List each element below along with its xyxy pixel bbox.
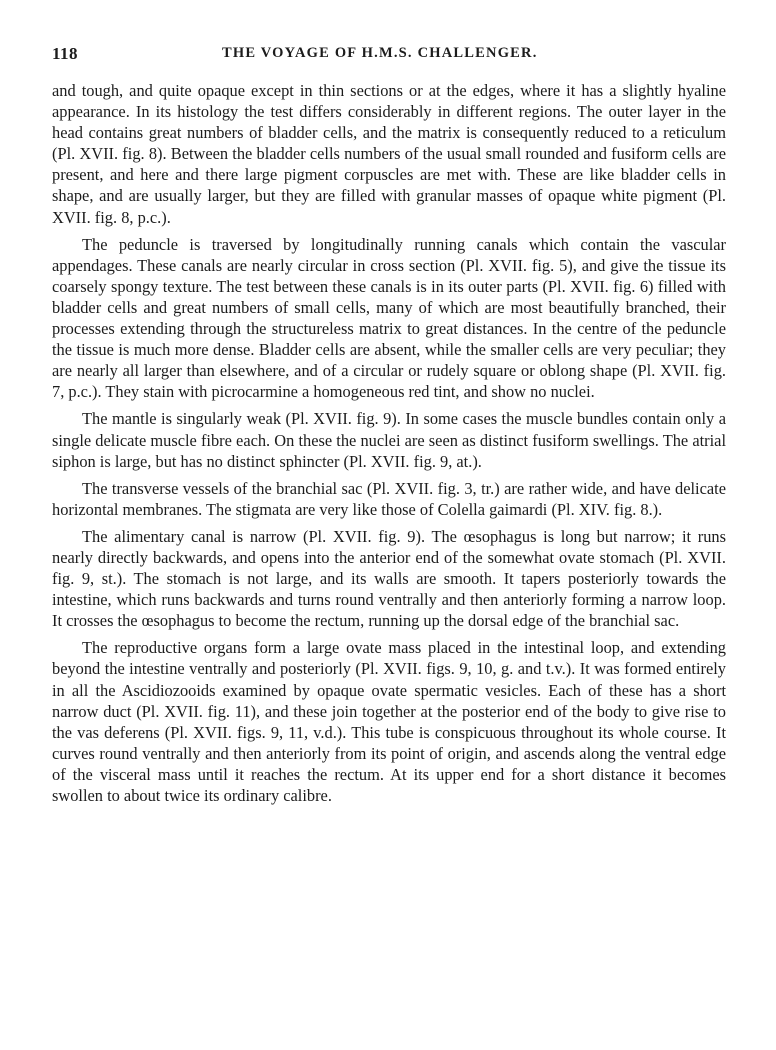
- paragraph-test-histology: and tough, and quite opaque except in thin sections or at the edges, where it has a slightly hyaline appearance. In its histology the test differs considerably in different regions. The outer layer in the head contains great numbers of bladder cells, and the matrix is consequently reduced to a reticulum (Pl. XVII. fig. 8). Between the bladder cells numbers of the usual small rounded and fusiform cells are present, and here and there large pigment corpuscles are met with. These are like bladder cells in shape, and are usually larger, but they are filled with granular masses of opaque white pigment (Pl. XVII. fig. 8, p.c.).: [52, 81, 726, 227]
- paragraph-branchial-sac: The transverse vessels of the branchial sac (Pl. XVII. fig. 3, tr.) are rather wide, and have delicate horizontal membranes. The stigmata are very like those of Colella gaimardi (Pl. XIV. fig. 8.).: [52, 478, 726, 519]
- running-title: THE VOYAGE OF H.M.S. CHALLENGER.: [222, 45, 538, 61]
- paragraph-peduncle: The peduncle is traversed by longitudinally running canals which contain the vascular appendages. These canals are nearly circular in cross section (Pl. XVII. fig. 5), and give the tissue its coarsely spongy texture. The test between these canals is in its outer parts (Pl. XVII. fig. 6) filled with bladder cells and great numbers of small cells, many of which are most beautifully branched, their processes extending through the structureless matrix to great distances. In the centre of the peduncle the tissue is much more dense. Bladder cells are absent, while the smaller cells are very peculiar; they are nearly all larger than elsewhere, and of a circular or rudely square or oblong shape (Pl. XVII. fig. 7, p.c.). They stain with picrocarmine a homogeneous red tint, and show no nuclei.: [52, 234, 726, 402]
- paragraph-reproductive-organs: The reproductive organs form a large ovate mass placed in the intestinal loop, and extending beyond the intestine ventrally and posteriorly (Pl. XVII. figs. 9, 10, g. and t.v.). It was formed entirely in all the Ascidiozooids examined by opaque ovate spermatic vesicles. Each of these has a short narrow duct (Pl. XVII. fig. 11), and these join together at the posterior end of the body to give rise to the vas deferens (Pl. XVII. figs. 9, 11, v.d.). This tube is conspicuous throughout its whole course. It curves round ventrally and then anteriorly from its point of origin, and ascends along the ventral edge of the visceral mass until it reaches the rectum. At its upper end for a short distance it becomes swollen to about twice its ordinary calibre.: [52, 638, 726, 805]
- body-text: [52, 80, 726, 812]
- page-header: [52, 44, 752, 66]
- paragraph-mantle: The mantle is singularly weak (Pl. XVII. fig. 9). In some cases the muscle bundles contain only a single delicate muscle fibre each. On these the nuclei are seen as distinct fusiform swellings. The atrial siphon is large, but has no distinct sphincter (Pl. XVII. fig. 9, at.).: [52, 409, 726, 471]
- paragraph-alimentary-canal: The alimentary canal is narrow (Pl. XVII. fig. 9). The œsophagus is long but narrow; it runs nearly directly backwards, and opens into the anterior end of the somewhat ovate stomach (Pl. XVII. fig. 9, st.). The stomach is not large, and its walls are smooth. It tapers posteriorly towards the intestine, which runs backwards and turns round ventrally and then anteriorly forming a narrow loop. It crosses the œsophagus to become the rectum, running up the dorsal edge of the branchial sac.: [52, 526, 726, 631]
- page-number: 118: [52, 44, 79, 63]
